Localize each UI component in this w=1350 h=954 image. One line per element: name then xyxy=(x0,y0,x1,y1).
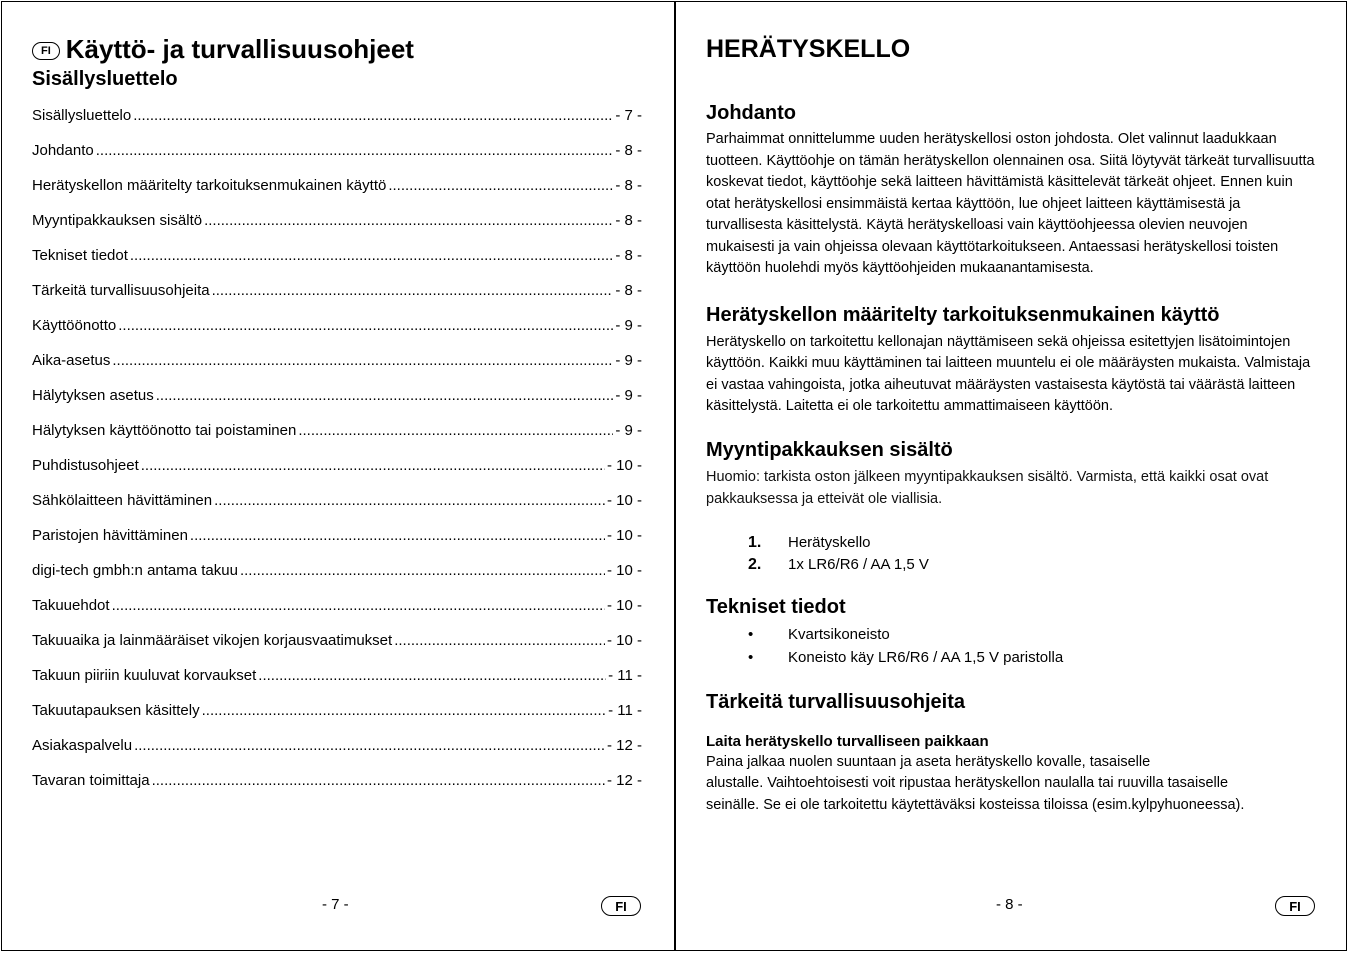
contents-item-text: 1x LR6/R6 / AA 1,5 V xyxy=(788,555,929,573)
toc-entry-page: - 11 - xyxy=(608,667,642,684)
toc-entry-page: - 12 - xyxy=(606,737,642,754)
toc-entry-title: Hälytyksen käyttöönotto tai poistaminen xyxy=(32,422,297,439)
toc-entry-title: Paristojen hävittäminen xyxy=(32,527,188,544)
toc-entry-page: - 8 - xyxy=(615,212,642,229)
toc-entry xyxy=(32,736,642,771)
intro-heading: Johdanto xyxy=(706,102,796,124)
toc-entry-title: Puhdistusohjeet xyxy=(32,457,139,474)
toc-entry-title: Hälytyksen asetus xyxy=(32,387,154,404)
contents-heading: Myyntipakkauksen sisältö xyxy=(706,438,953,461)
toc-leader-dots xyxy=(112,596,605,616)
toc-entry-title: Takuutapauksen käsittely xyxy=(32,702,200,719)
toc-entry-title: Tavaran toimittaja xyxy=(32,772,150,789)
bullet-icon: • xyxy=(748,648,754,666)
toc-entry-title: Herätyskellon määritelty tarkoituksenmukainen käyttö xyxy=(32,177,387,194)
toc-heading: Sisällysluettelo xyxy=(32,68,178,90)
toc-entry-page: - 10 - xyxy=(606,492,642,509)
table-of-contents xyxy=(32,106,642,806)
page-number-left: - 7 - xyxy=(322,896,349,913)
toc-leader-dots xyxy=(204,211,613,231)
bullet-icon: • xyxy=(748,625,754,643)
toc-entry-title: Tekniset tiedot xyxy=(32,247,128,264)
toc-entry-page: - 8 - xyxy=(615,177,642,194)
toc-entry-page: - 10 - xyxy=(606,632,642,649)
contents-item-number: 2. xyxy=(748,555,762,573)
toc-entry-page: - 12 - xyxy=(606,772,642,789)
toc-entry xyxy=(32,316,642,351)
toc-entry-title: Takuuaika ja lainmääräiset vikojen korjausvaatimukset xyxy=(32,632,393,649)
toc-entry-page: - 9 - xyxy=(615,387,642,404)
intended-use-heading: Herätyskellon määritelty tarkoituksenmukainen käyttö xyxy=(706,303,1220,326)
toc-entry xyxy=(32,246,642,281)
tech-item-text: Koneisto käy LR6/R6 / AA 1,5 V paristolla xyxy=(788,648,1064,666)
toc-entry xyxy=(32,141,642,176)
toc-entry-page: - 8 - xyxy=(615,247,642,264)
toc-entry-title: Takuun piiriin kuuluvat korvaukset xyxy=(32,667,257,684)
toc-leader-dots xyxy=(118,316,613,336)
toc-leader-dots xyxy=(112,351,613,371)
intended-use-text: Herätyskello on tarkoitettu kellonajan näyttämiseen sekä ohjeissa esitettyjen lisätoimintojen käyttöön. Kaikki muu käyttäminen tai laitteen muuntelu ei ole määräysten mukaista. Valmistaja ei vastaa vahingoista, jotka aiheutuvat määräysten vastaisesta käytöstä tai väärästä laitteen käsittelystä. Laitetta ei ole tarkoitettu ammattimaiseen käyttöön. xyxy=(706,333,1311,414)
toc-entry-page: - 11 - xyxy=(608,702,642,719)
toc-entry xyxy=(32,526,642,561)
toc-entry-page: - 10 - xyxy=(606,527,642,544)
toc-entry xyxy=(32,281,642,316)
toc-entry-page: - 7 - xyxy=(615,107,642,124)
toc-leader-dots xyxy=(141,456,605,476)
toc-leader-dots xyxy=(152,771,605,791)
page-divider xyxy=(674,1,676,951)
right-page-title: HERÄTYSKELLO xyxy=(706,35,911,63)
toc-leader-dots xyxy=(202,701,606,721)
toc-entry-page: - 10 - xyxy=(606,597,642,614)
fi-badge-left: FI xyxy=(601,896,641,916)
safety-heading: Tärkeitä turvallisuusohjeita xyxy=(706,690,965,713)
toc-entry xyxy=(32,421,642,456)
toc-leader-dots xyxy=(212,281,614,301)
intro-text: Parhaimmat onnittelumme uuden herätyskellosi oston johdosta. Olet valinnut laadukkaan tuotteen. Käyttöohje on tämän herätyskellon olennainen osa. Siitä löytyvät tärkeät turvallisuutta koskevat tiedot, käyttöohje sekä laitteen hävittämistä käsittelevät tärkeät ohjeet. Ennen kuin otat herätyskellosi ensimmäistä kertaa käyttöön, lue ohjeet laitteen käyttämisestä ja turvallisesta käsittelystä. Käytä herätyskelloasi vain käyttöohjeessa olevien neuvojen mukaisesti ja vain ohjeissa olevaan käyttötarkoitukseen. Antaessasi herätyskellosi toisten käyttöön huolehdi myös käyttöohjeiden mukaanantamisesta. xyxy=(706,131,1315,276)
toc-leader-dots xyxy=(134,736,605,756)
toc-entry-page: - 8 - xyxy=(615,282,642,299)
toc-entry xyxy=(32,211,642,246)
toc-leader-dots xyxy=(130,246,613,266)
page-title-text: Käyttö- ja turvallisuusohjeet xyxy=(65,34,414,64)
toc-entry-title: Sähkölaitteen hävittäminen xyxy=(32,492,213,509)
toc-entry-page: - 10 - xyxy=(606,562,642,579)
toc-leader-dots xyxy=(96,141,614,161)
contents-item xyxy=(748,554,1318,576)
safety-text-line: seinälle. Se ei ole tarkoitettu käytettäväksi kosteissa tiloissa (esim.kylpyhuoneessa). xyxy=(706,796,1245,813)
toc-entry xyxy=(32,456,642,491)
toc-entry xyxy=(32,386,642,421)
toc-entry-title: Aika-asetus xyxy=(32,352,111,369)
toc-entry-title: Sisällysluettelo xyxy=(32,107,132,124)
toc-leader-dots xyxy=(298,421,613,441)
left-page xyxy=(32,34,644,789)
toc-entry-title: Asiakaspalvelu xyxy=(32,737,133,754)
tech-item xyxy=(748,646,1318,669)
toc-entry xyxy=(32,631,642,666)
toc-entry-title: Myyntipakkauksen sisältö xyxy=(32,212,203,229)
safety-text xyxy=(706,752,1318,817)
toc-leader-dots xyxy=(190,526,605,546)
toc-entry xyxy=(32,491,642,526)
toc-entry-page: - 10 - xyxy=(606,457,642,474)
safety-subheading: Laita herätyskello turvalliseen paikkaan xyxy=(706,732,989,750)
contents-item-text: Herätyskello xyxy=(788,533,871,551)
toc-leader-dots xyxy=(156,386,614,406)
toc-entry xyxy=(32,701,642,736)
language-badge: FI xyxy=(32,42,60,60)
toc-leader-dots xyxy=(133,106,613,126)
tech-item-text: Kvartsikoneisto xyxy=(788,625,890,643)
contents-item-number: 1. xyxy=(748,533,762,551)
toc-leader-dots xyxy=(388,176,613,196)
toc-entry xyxy=(32,596,642,631)
contents-note: Huomio: tarkista oston jälkeen myyntipakkauksen sisältö. Varmista, että kaikki osat ovat pakkauksessa ja etteivät ole viallisia. xyxy=(706,468,1269,507)
toc-entry xyxy=(32,666,642,701)
page-number-right: - 8 - xyxy=(996,896,1023,913)
contents-list xyxy=(706,532,1318,576)
toc-leader-dots xyxy=(214,491,605,511)
toc-entry xyxy=(32,351,642,386)
toc-leader-dots xyxy=(240,561,605,581)
toc-entry xyxy=(32,771,642,806)
toc-entry xyxy=(32,176,642,211)
safety-text-line: alustalle. Vaihtoehtoisesti voit ripustaa herätyskellon naulalla tai ruuvilla tasaiselle xyxy=(706,775,1229,791)
toc-entry-page: - 8 - xyxy=(615,142,642,159)
toc-entry-title: Johdanto xyxy=(32,142,94,159)
toc-leader-dots xyxy=(394,631,605,651)
toc-entry-page: - 9 - xyxy=(615,352,642,369)
safety-text-line: Paina jalkaa nuolen suuntaan ja aseta herätyskello kovalle, tasaiselle xyxy=(706,753,1151,770)
toc-entry-page: - 9 - xyxy=(615,422,642,439)
page-title xyxy=(32,34,644,64)
toc-entry xyxy=(32,106,642,141)
toc-entry-title: Takuuehdot xyxy=(32,597,110,614)
tech-heading: Tekniset tiedot xyxy=(706,595,846,618)
toc-entry xyxy=(32,561,642,596)
toc-entry-page: - 9 - xyxy=(615,317,642,334)
contents-item xyxy=(748,532,1318,554)
tech-item xyxy=(748,623,1318,646)
toc-leader-dots xyxy=(258,666,606,686)
toc-entry-title: Käyttöönotto xyxy=(32,317,117,334)
right-page xyxy=(706,34,1318,816)
toc-entry-title: digi-tech gmbh:n antama takuu xyxy=(32,562,238,579)
toc-entry-title: Tärkeitä turvallisuusohjeita xyxy=(32,282,210,299)
tech-list xyxy=(706,623,1318,669)
fi-badge-right: FI xyxy=(1275,896,1315,916)
